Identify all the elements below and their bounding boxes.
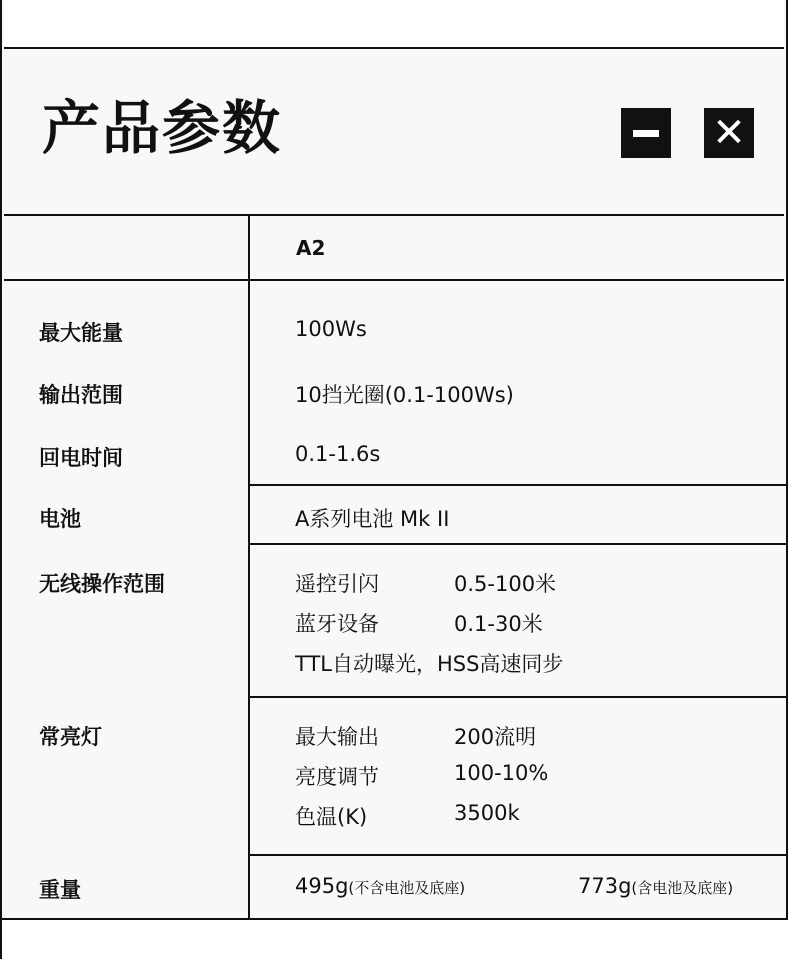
close-button[interactable] [704,108,754,158]
wireless-row-name: 蓝牙设备 [295,612,379,636]
spec-label-battery: 电池 [39,507,81,531]
row-divider [250,543,788,545]
light-row-name: 最大输出 [295,725,379,749]
wireless-row-value: 0.1-30米 [454,612,543,636]
spec-value-recycle-time: 0.1-1.6s [295,442,381,466]
weight-note: (含电池及底座) [631,879,734,897]
spec-label-modeling-light: 常亮灯 [39,725,102,749]
weight-value: 495g [295,874,349,898]
minimize-button[interactable] [621,108,671,158]
light-row-value: 3500k [454,801,520,825]
wireless-row-name: 遥控引闪 [295,572,379,596]
model-name: A2 [296,236,326,260]
top-strip [4,0,784,49]
light-row-name: 亮度调节 [295,765,379,789]
row-divider [250,484,788,486]
window-header [4,49,784,216]
column-divider [248,216,250,920]
wireless-extra: TTL自动曝光，HSS高速同步 [295,652,564,676]
minimize-icon [633,130,659,137]
spec-label-max-energy: 最大能量 [39,321,123,345]
row-divider [250,854,788,856]
spec-label-output-range: 输出范围 [39,383,123,407]
bottom-strip [2,920,788,959]
spec-label-wireless: 无线操作范围 [39,572,165,596]
spec-value-output-range: 10挡光圈(0.1-100Ws) [295,383,514,407]
weight-note: (不含电池及底座) [348,879,466,897]
spec-value-max-energy: 100Ws [295,317,367,341]
light-row-value: 200流明 [454,725,537,749]
model-row [4,216,784,281]
wireless-row-value: 0.5-100米 [454,572,557,596]
row-divider [250,696,788,698]
close-icon: ✕ [712,110,746,156]
spec-label-recycle-time: 回电时间 [39,446,123,470]
spec-label-weight: 重量 [39,878,81,902]
light-row-name: 色温(K) [295,805,368,829]
page-title: 产品参数 [42,94,283,162]
light-row-value: 100-10% [454,761,549,785]
weight-without-battery [295,874,465,898]
spec-value-battery: A系列电池 Mk II [295,507,450,531]
weight-value: 773g [578,874,632,898]
weight-with-battery [578,874,733,898]
